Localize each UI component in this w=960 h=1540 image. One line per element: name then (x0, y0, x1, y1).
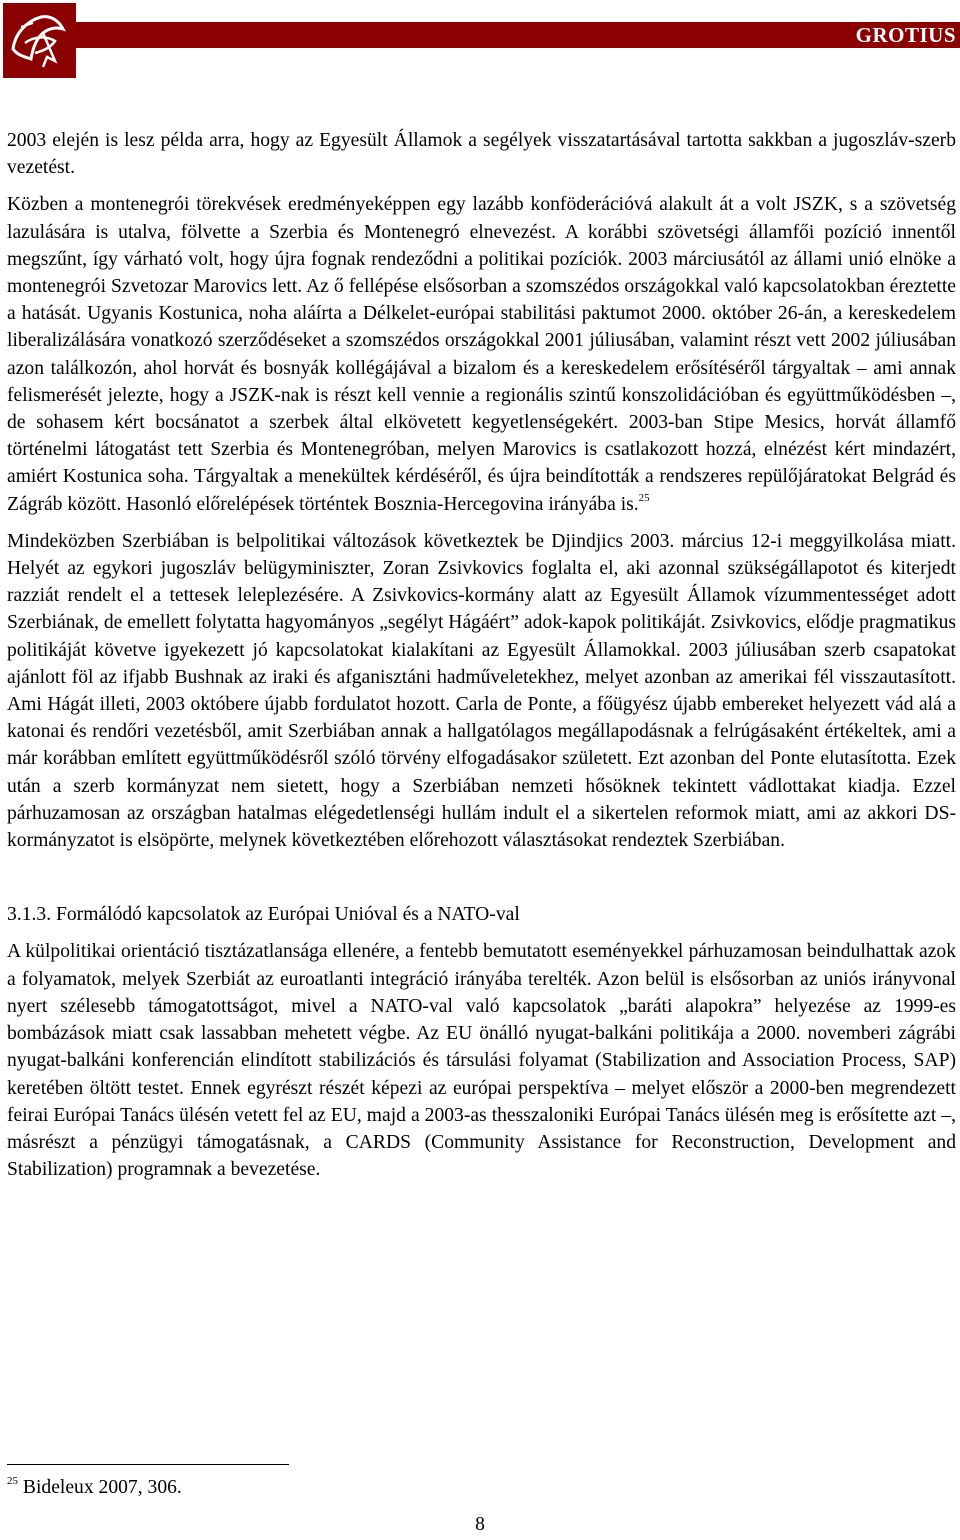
paragraph-2 (7, 191, 956, 517)
paragraph-2-text: Közben a montenegrói törekvések eredményeképpen egy lazább konföderációvá alakult át a volt JSZK, s a szövetség lazulására is utalva, fölvette a Szerbia és Montenegró elnevezést. A korábbi szövetségi államfői pozíció innentől megszűnt, így várható volt, hogy újra fognak rendeződni a politikai pozíciók. 2003 márciusától az állami unió elnöke a montenegrói Szvetozar Marovics lett. Az ő fellépése elsősorban a szomszédos országokkal való kapcsolatokban éreztette a hatását. Ugyanis Kostunica, noha aláírta a Délkelet-európai stabilitási paktumot 2000. október 26-án, a kereskedelem liberalizálására vonatkozó szerződéseket a szomszédos országokkal 2001 júliusában, valamint részt vett 2002 júliusában azon találkozón, ahol horvát és bosnyák kollégájával a bizalom és a kereskedelem erősítéséről tárgyaltak – ami annak felismerését jelezte, hogy a JSZK-nak is részt kell vennie a regionális szintű konszolidációban és együttműködésben –, de sohasem kért bocsánatot a szerbek által elkövetett kegyetlenségekért. 2003-ban Stipe Mesics, horvát államfő történelmi látogatást tett Szerbia és Montenegróban, melyen Marovics is csatlakozott hozzá, elnézést kért mindazért, amiért Kostunica soha. Tárgyaltak a menekültek kérdéséről, és újra beindították a rendszeres repülőjáratokat Belgrád és Zágráb között. Hasonló előrelépések történtek Bosznia-Hercegovina irányába is. (7, 194, 956, 515)
paragraph-3: Mindeközben Szerbiában is belpolitikai változások következtek be Djindjics 2003. március 12-i meggyilkolása miatt. Helyét az egykori jugoszláv belügyminiszter, Zoran Zsivkovics foglalta el, aki azonnal szükségállapotot és kiterjedt razziát rendelt el a tettesek leleplezésére. A Zsivkovics-kormány alatt az Egyesült Államok vízummentességet adott Szerbiának, de emellett folytatta hagyományos „segélyt Hágáért” adok-kapok politikáját. Zsivkovics, elődje pragmatikus politikáját követve igyekezett jó kapcsolatokat kialakítani az Egyesült Államokkal. 2003 júliusában szerb csapatokat ajánlott föl az ifjabb Bushnak az iraki és afganisztáni hadműveletekhez, melyet azonban az amerikai fél visszautasított. Ami Hágát illeti, 2003 októbere újabb fordulatot hozott. Carla de Ponte, a főügyész újabb embereket helyezett vád alá a katonai és rendőri vezetésből, amit Szerbiában annak a hallgatólagos megállapodásnak a felrúgásaként értékeltek, ami a már korábban említett együttműködésről szóló törvény elfogadásakor született. Ezt azonban del Ponte elutasította. Ezek után a szerb kormányzat nem sietett, hogy a Szerbiában nemzeti hősöknek tekintett vádlottakat kiadja. Ezzel párhuzamosan az országban hatalmas elégedetlenségi hullám indult el a sikertelen reformok miatt, ami az akkori DS-kormányzatot is elsöpörte, melynek következtében előrehozott választásokat rendeztek Szerbiában. (7, 530, 956, 852)
footnote-ref[interactable]: 25 (638, 491, 650, 504)
footnote-number: 25 (7, 1475, 18, 1487)
page-number: 8 (475, 1514, 485, 1535)
logo-emblem-icon (3, 3, 76, 78)
footnote-separator (7, 1464, 289, 1465)
section-heading: 3.1.3. Formálódó kapcsolatok az Európai Unióval és a NATO-val (7, 904, 520, 926)
grotius-logo-icon (3, 3, 76, 78)
header-brand: GROTIUS (855, 23, 956, 47)
header-bar (76, 22, 960, 48)
footnote-text: Bideleux 2007, 306. (22, 1477, 182, 1498)
footnote (7, 1474, 182, 1501)
paragraph-4: A külpolitikai orientáció tisztázatlansága ellenére, a fentebb bemutatott eseményekkel párhuzamosan beindulhattak azok a folyamatok, melyek Szerbiát az euroatlanti integráció irányába terelték. Azon belül is elsősorban az uniós irányvonal nyert szélesebb támogatottságot, mivel a NATO-val való kapcsolatok „baráti alapokra” helyezése az 1999-es bombázások miatt csak lassabban mehetett végbe. Az EU önálló nyugat-balkáni politikája a 2000. novemberi zágrábi nyugat-balkáni konferencián elindított stabilizációs és társulási folyamat (Stabilization and Association Process, SAP) keretében öltött testet. Ennek egyrészt részét képezi az európai perspektíva – melyet először a 2000-ben megrendezett feirai Európai Tanács ülésén vetett fel az EU, majd a 2003-as thesszaloniki Európai Tanács ülésén meg is erősítette azt –, másrészt a pénzügyi támogatásnak, a CARDS (Community Assistance for Reconstruction, Development and Stabilization) programnak a bevezetése. (7, 941, 956, 1181)
document-body (7, 127, 956, 1183)
paragraph-1: 2003 elején is lesz példa arra, hogy az Egyesült Államok a segélyek visszatartásával tartotta sakkban a jugoszláv-szerb vezetést. (7, 130, 956, 179)
